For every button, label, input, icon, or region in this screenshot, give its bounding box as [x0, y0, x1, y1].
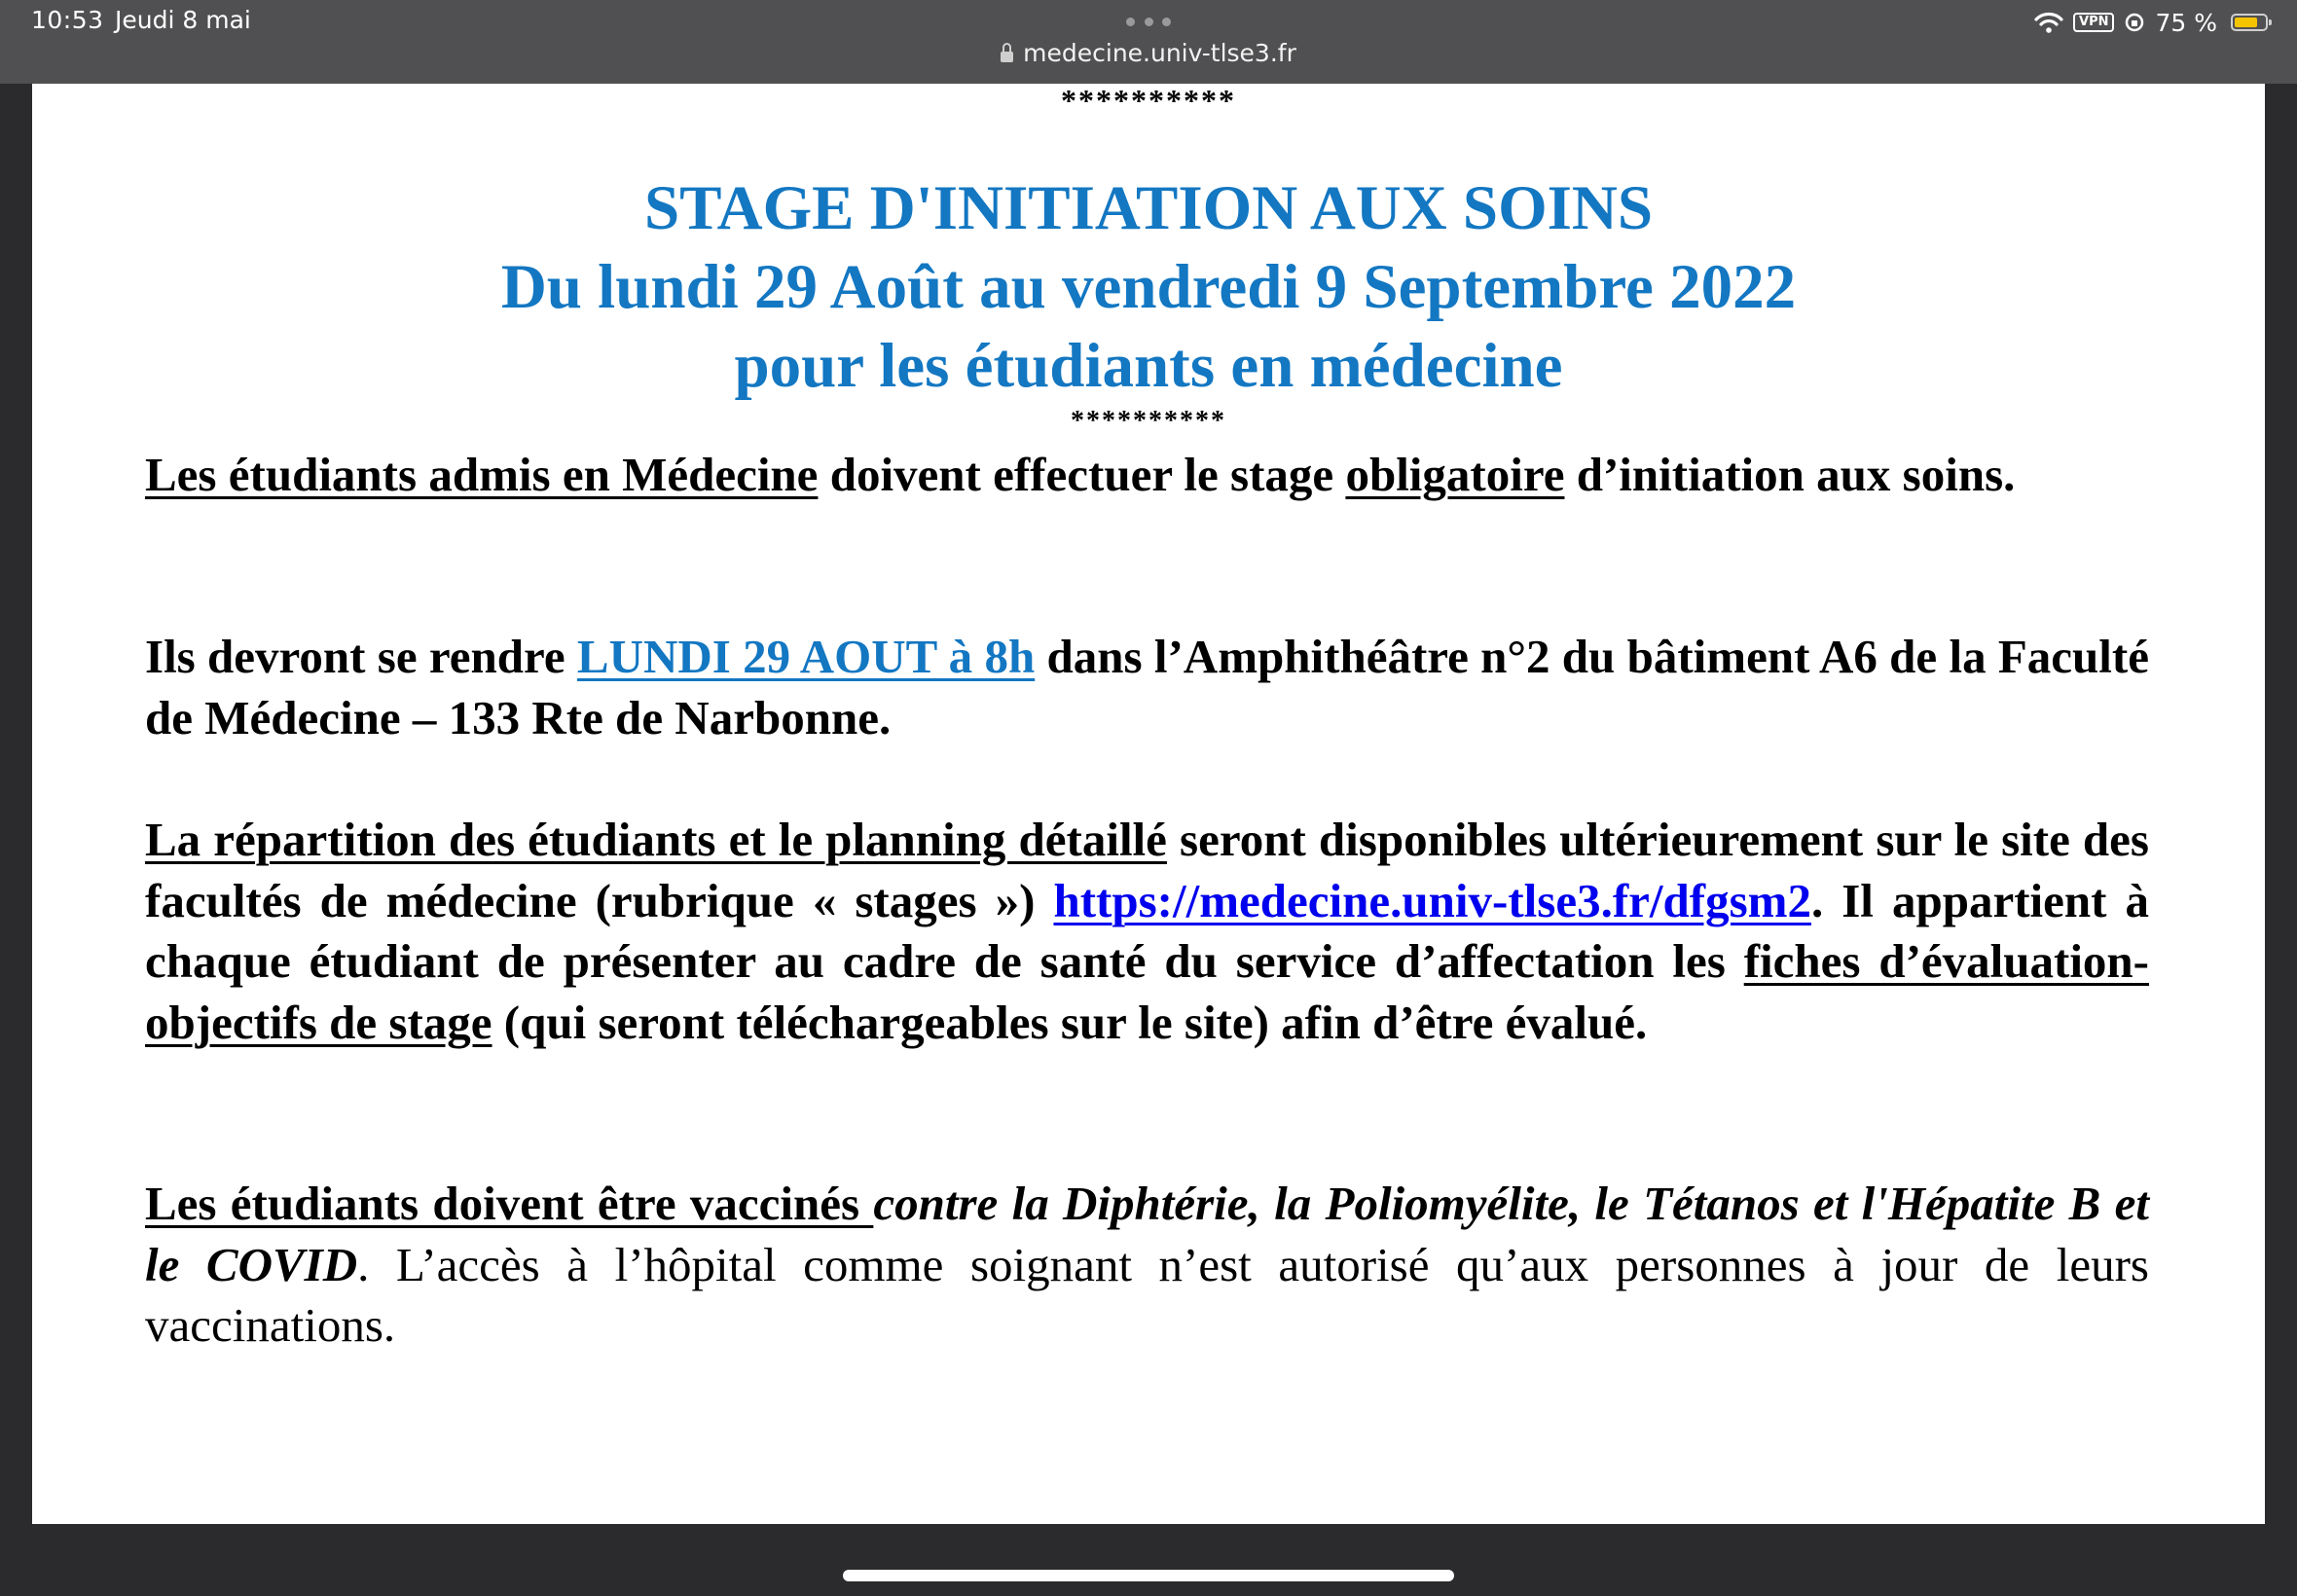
paragraph-text: d’initiation aux soins. — [1564, 448, 2016, 501]
paragraph-text: seront disponibles ultérieurement sur le site des facultés de médecine (rubrique « stages ») — [145, 813, 2149, 927]
more-options-icon[interactable] — [1126, 18, 1171, 27]
planning-text: La répartition des étudiants et le planning détaillé — [145, 813, 1167, 866]
lock-icon — [1001, 52, 1013, 62]
admitted-students-text: Les étudiants admis en Médecine — [145, 448, 819, 501]
status-date: Jeudi 8 mai — [115, 6, 251, 34]
vpn-badge: VPN — [2073, 13, 2114, 32]
paragraph-vaccination — [145, 1174, 2149, 1357]
paragraph-admission — [145, 445, 2149, 506]
title-line-2: Du lundi 29 Août au vendredi 9 Septembre 2022 — [500, 252, 1797, 322]
orientation-lock-icon — [2124, 12, 2145, 33]
paragraph-planning — [145, 810, 2149, 1053]
meeting-date-link[interactable]: LUNDI 29 AOUT à 8h — [576, 630, 1036, 683]
title-line-3: pour les étudiants en médecine — [734, 331, 1563, 401]
url-text: medecine.univ-tlse3.fr — [1023, 39, 1296, 67]
paragraph-text: Ils devront se rendre — [145, 630, 577, 683]
diseases-text: contre la Diphtérie, la Poliomyélite, le Tétanos et l'Hépatite B et le COVID — [145, 1177, 2149, 1291]
dfgsm2-link[interactable]: https://medecine.univ-tlse3.fr/dfgsm2 — [1053, 873, 1811, 927]
paragraph-text: doivent effectuer le stage — [818, 448, 1346, 501]
mandatory-text: obligatoire — [1345, 448, 1565, 501]
evaluation-sheets-text: fiches d’évaluation-objectifs de stage — [145, 934, 2149, 1049]
address-bar[interactable] — [0, 39, 2297, 67]
separator-stars-mid: ********** — [1071, 406, 1226, 436]
battery-percent: 75 % — [2155, 8, 2217, 37]
paragraph-text: (qui seront téléchargeables sur le site) afin d’être évalué. — [492, 995, 1648, 1049]
home-indicator[interactable] — [843, 1570, 1454, 1581]
wifi-icon — [2034, 12, 2063, 33]
paragraph-text: dans l’Amphithéâtre n°2 du bâtiment A6 de la Faculté de Médecine – 133 Rte de Narbonne. — [145, 630, 2149, 744]
status-indicators — [2034, 8, 2268, 37]
battery-level — [2235, 18, 2257, 27]
battery-icon — [2231, 14, 2268, 31]
paragraph-text: . L’accès à l’hôpital comme soignant n’est autorisé qu’aux personnes à jour de leurs vaccinations. — [145, 1237, 2149, 1352]
document-title — [32, 169, 2265, 406]
paragraph-meeting — [145, 627, 2149, 748]
status-time: 10:53 — [31, 6, 104, 34]
document-page — [32, 84, 2265, 1524]
status-bar — [0, 0, 2297, 84]
vaccination-text: Les étudiants doivent être vaccinés — [145, 1177, 874, 1230]
title-line-1: STAGE D'INITIATION AUX SOINS — [643, 173, 1654, 243]
separator-stars-top: ********** — [1061, 84, 1236, 118]
paragraph-text: . Il appartient à chaque étudiant de présenter au cadre de santé du service d’affectation les — [145, 873, 2149, 988]
